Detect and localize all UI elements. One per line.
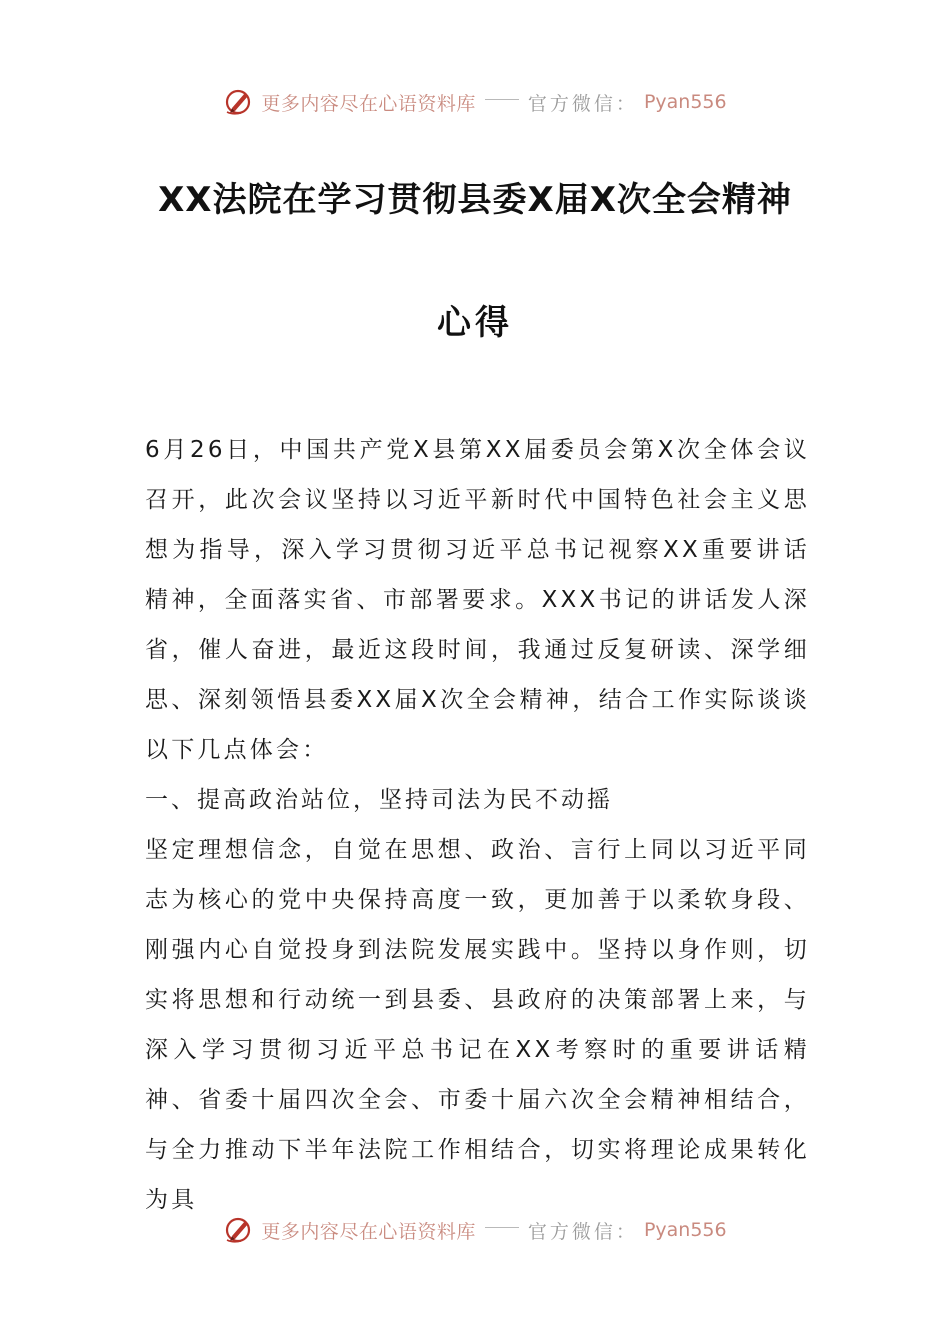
pen-circle-logo-icon xyxy=(223,1214,255,1246)
document-title-line2: 心得 xyxy=(437,303,513,343)
watermark-divider xyxy=(485,1227,519,1228)
pen-circle-logo-icon xyxy=(223,86,255,118)
paragraph-intro: 6月26日，中国共产党X县第XX届委员会第X次全体会议召开，此次会议坚持以习近平新时代中国特色社会主义思想为指导，深入学习贯彻习近平总书记视察XX重要讲话精神，全面落实省、市部署要求。XXX书记的讲话发人深省，催人奋进，最近这段时间，我通过反复研读、深学细思、深刻领悟县委XX届X次全会精神，结合工作实际谈谈以下几点体会： xyxy=(145,437,810,763)
watermark-wechat-id: Pyan556 xyxy=(643,1219,727,1241)
watermark-main-text: 更多内容尽在心语资料库 xyxy=(261,1220,476,1243)
watermark-official-label: 官方微信： xyxy=(527,1220,638,1243)
document-title-line1: XX法院在学习贯彻县委X届X次全会精神 xyxy=(158,180,792,220)
watermark-wechat-id: Pyan556 xyxy=(643,91,727,113)
watermark-divider xyxy=(485,99,519,100)
section-heading-1: 一、提高政治站位，坚持司法为民不动摇 xyxy=(145,787,613,813)
watermark-main-text: 更多内容尽在心语资料库 xyxy=(261,92,476,115)
paragraph-section-1: 坚定理想信念，自觉在思想、政治、言行上同以习近平同志为核心的党中央保持高度一致，更加善于以柔软身段、刚强内心自觉投身到法院发展实践中。坚持以身作则，切实将思想和行动统一到县委、县政府的决策部署上来，与深入学习贯彻习近平总书记在XX考察时的重要讲话精神、省委十届四次全会、市委十届六次全会精神相结合，与全力推动下半年法院工作相结合，切实将理论成果转化为具 xyxy=(145,837,810,1213)
footer-watermark xyxy=(0,1212,950,1248)
watermark-official-label: 官方微信： xyxy=(527,92,638,115)
document-body xyxy=(145,425,810,1225)
header-watermark xyxy=(0,84,950,120)
